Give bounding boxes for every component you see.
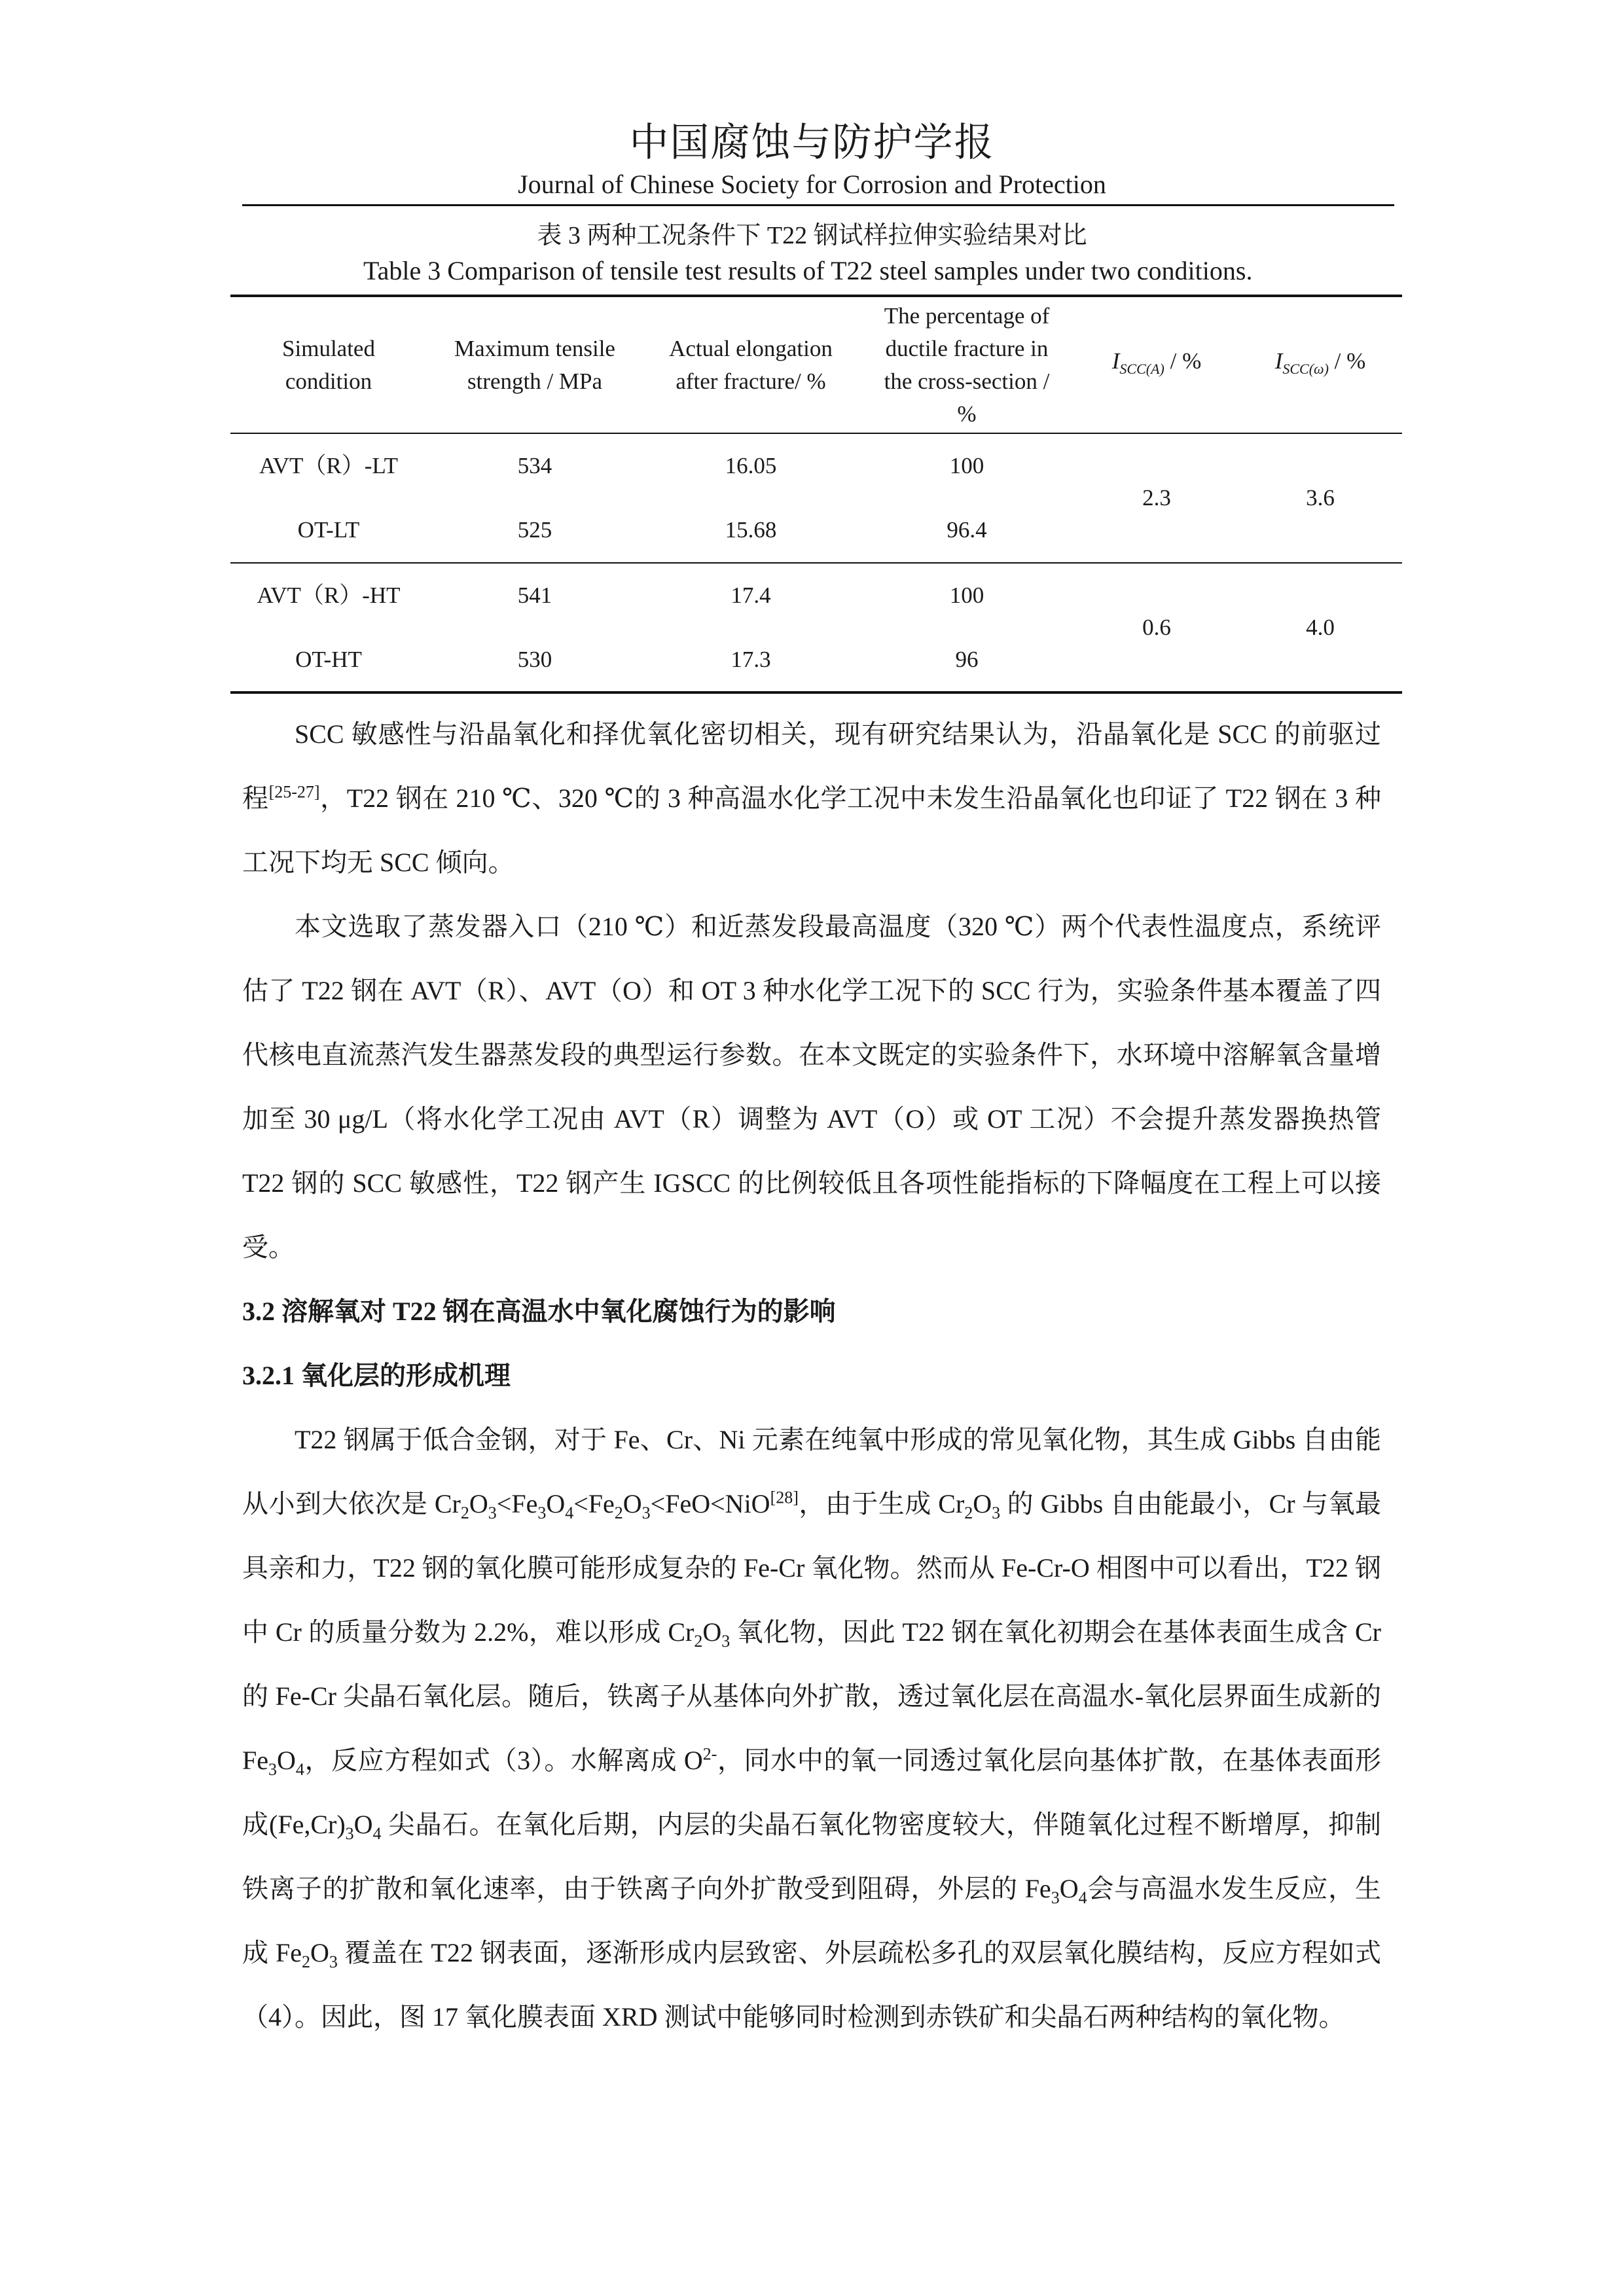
header-elongation: Actual elongation after fracture/ % [643, 296, 859, 433]
table-header-row [230, 296, 1402, 433]
table-row [230, 433, 1402, 498]
cell-elongation: 15.68 [643, 498, 859, 563]
header-ductile: The percentage of ductile fracture in the cross-section / % [859, 296, 1075, 433]
cell-elongation: 17.4 [731, 583, 771, 608]
cell-tensile: 525 [427, 498, 643, 563]
cell-condition: AVT（R）-HT [257, 583, 401, 608]
paragraph-oxide-mechanism: T22 钢属于低合金钢，对于 Fe、Cr、Ni 元素在纯氧中形成的常见氧化物，其生成 Gibbs 自由能从小到大依次是 $Cr_2O_3<Fe_3O_4<Fe_2O_3<FeO<NiO[28]$，由于生成 $Cr_2O_3$ 的 Gibbs 自由能最小，Cr 与氧最具亲和力，T22 钢的氧化膜可能形成复杂的 Fe-Cr 氧化物。然而从 Fe-Cr-O 相图中可以看出，T22 钢中 Cr 的质量分数为 2.2%，难以形成 $Cr_2O_3$ 氧化物，因此 T22 钢在氧化初期会在基体表面生成含 Cr 的 Fe-Cr 尖晶石氧化层。随后，铁离子从基体向外扩散，透过氧化层在高温水-氧化层界面生成新的 $Fe_3O_4$，反应方程如式（3）。水解离成 $O^{2-}$，同水中的氧一同透过氧化层向基体扩散，在基体表面形成$(Fe,Cr)_3O_4$ 尖晶石。在氧化后期，内层的尖晶石氧化物密度较大，伴随氧化过程不断增厚，抑制铁离子的扩散和氧化速率，由于铁离子向外扩散受到阻碍，外层的 $Fe_3O_4$会与高温水发生反应，生成 $Fe_2O_3$ 覆盖在 T22 钢表面，逐渐形成内层致密、外层疏松多孔的双层氧化膜结构，反应方程如式（4）。因此，图 17 氧化膜表面 XRD 测试中能够同时检测到赤铁矿和尖晶石两种结构的氧化物。 [242, 1425, 1382, 2032]
header-tensile: Maximum tensile strength / MPa [427, 296, 643, 433]
section-heading-3-2: 3.2 溶解氧对 T22 钢在高温水中氧化腐蚀行为的影响 [242, 1297, 836, 1326]
cell-iscc-w: 4.0 [1238, 563, 1402, 692]
cell-ductile: 96 [859, 628, 1075, 692]
cell-condition: OT-LT [230, 498, 427, 563]
cell-tensile: 530 [427, 628, 643, 692]
cell-iscc-w: 3.6 [1238, 433, 1402, 563]
cell-ductile: 100 [949, 583, 984, 608]
tensile-results-table [230, 295, 1402, 694]
header-condition: Simulated condition [230, 296, 427, 433]
journal-title-cn: 中国腐蚀与防护学报 [629, 121, 995, 164]
cell-elongation: 17.3 [643, 628, 859, 692]
paragraph-summary: 本文选取了蒸发器入口（210 ℃）和近蒸发段最高温度（320 ℃）两个代表性温度点，系统评估了 T22 钢在 AVT（R）、AVT（O）和 OT 3 种水化学工况下的 SCC 行为，实验条件基本覆盖了四代核电直流蒸汽发生器蒸发段的典型运行参数。在本文既定的实验条件下，水环境中溶解氧含量增加至 30 μg/L（将水化学工况由 AVT（R）调整为 AVT（O）或 OT 工况）不会提升蒸发器换热管 T22 钢的 SCC 敏感性，T22 钢产生 IGSCC 的比例较低且各项性能指标的下降幅度在工程上可以接受。 [242, 912, 1381, 1262]
body-text [242, 702, 1381, 2049]
cell-tensile: 541 [517, 583, 552, 608]
cell-condition: OT-HT [230, 628, 427, 692]
cell-elongation: 16.05 [725, 453, 777, 478]
cell-ductile: 96.4 [859, 498, 1075, 563]
journal-title-en: Journal of Chinese Society for Corrosion and Protection [518, 170, 1106, 199]
paragraph-scc: SCC 敏感性与沿晶氧化和择优氧化密切相关，现有研究结果认为，沿晶氧化是 SCC 的前驱过程[25-27]，T22 钢在 210 ℃、320 ℃的 3 种高温水化学工况中未发生沿晶氧化也印证了 T22 钢在 3 种工况下均无 SCC 倾向。 [242, 719, 1382, 877]
header-iscc-a: $I_{SCC(A)}$ / % [1075, 296, 1238, 433]
cell-tensile: 534 [517, 453, 552, 478]
cell-iscc-a: 0.6 [1075, 563, 1238, 692]
cell-condition: AVT（R）-LT [259, 453, 398, 478]
header-divider [242, 204, 1394, 206]
table-caption-en: Table 3 Comparison of tensile test results of T22 steel samples under two conditions. [363, 256, 1253, 285]
table-caption-cn: 表 3 两种工况条件下 T22 钢试样拉伸实验结果对比 [537, 222, 1087, 249]
header-iscc-w: $I_{SCC(\omega)}$ / % [1238, 296, 1402, 433]
section-heading-3-2-1: 3.2.1 氧化层的形成机理 [242, 1361, 511, 1390]
cell-ductile: 100 [949, 453, 984, 478]
table-row [230, 563, 1402, 628]
cell-iscc-a: 2.3 [1075, 433, 1238, 563]
